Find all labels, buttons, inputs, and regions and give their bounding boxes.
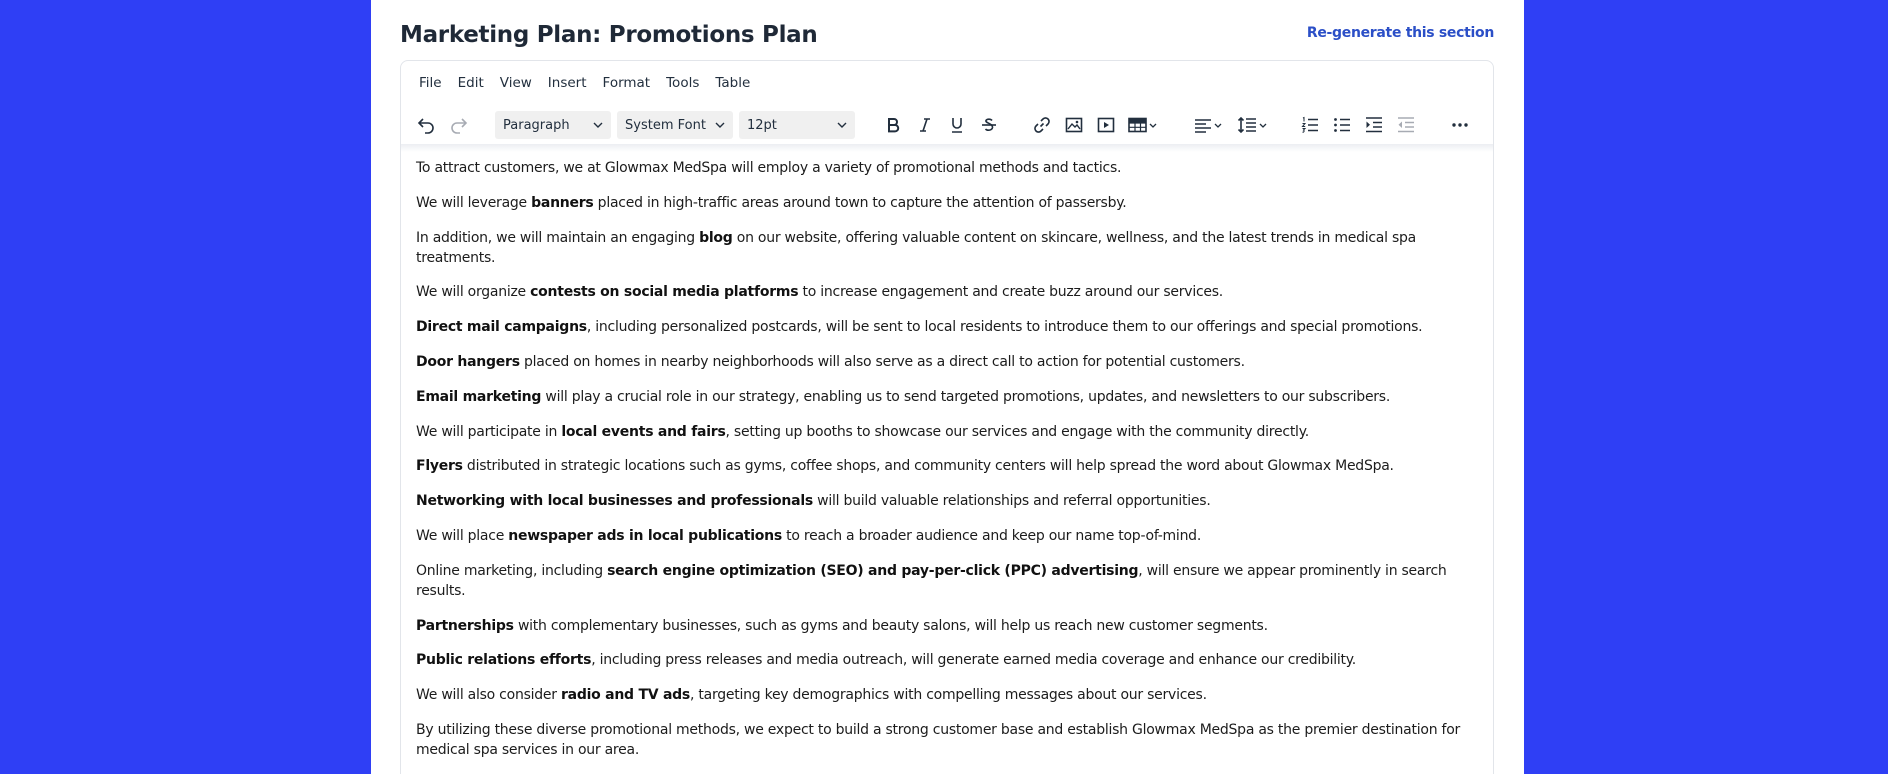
insert-table-button[interactable] xyxy=(1125,105,1161,145)
bold-text: radio and TV ads xyxy=(560,687,691,704)
chevron-down-icon xyxy=(593,122,603,128)
paragraph-text: , setting up booths to showcase our services and engage with the community directly. xyxy=(725,423,1309,440)
paragraph-text: placed on homes in nearby neighborhoods will also serve as a direct call to action for potential customers. xyxy=(519,353,1245,370)
menu-edit[interactable]: Edit xyxy=(457,75,484,91)
editor-menubar xyxy=(401,61,1493,105)
content-paragraph xyxy=(416,685,1481,705)
content-paragraph xyxy=(416,456,1481,476)
more-icon xyxy=(1451,116,1469,134)
italic-button[interactable] xyxy=(912,105,938,145)
link-icon xyxy=(1033,116,1051,134)
editor-toolbar xyxy=(401,105,1493,145)
menu-tools[interactable]: Tools xyxy=(666,75,700,91)
paragraph-text: will build valuable relationships and referral opportunities. xyxy=(812,493,1211,510)
italic-icon xyxy=(918,117,932,133)
paragraph-text: Online marketing, including xyxy=(416,562,608,579)
content-paragraph xyxy=(416,526,1481,546)
menu-table[interactable]: Table xyxy=(715,75,751,91)
chevron-down-icon xyxy=(837,122,847,128)
menu-format[interactable]: Format xyxy=(602,75,651,91)
content-paragraph xyxy=(416,228,1481,268)
more-button[interactable] xyxy=(1447,105,1473,145)
content-paragraph xyxy=(416,650,1481,670)
underline-icon xyxy=(950,117,964,133)
content-paragraph xyxy=(416,720,1481,760)
line-height-button[interactable] xyxy=(1234,105,1272,145)
bold-text: blog xyxy=(699,229,733,246)
content-paragraph xyxy=(416,616,1481,636)
bold-text: banners xyxy=(531,194,594,211)
content-paragraph xyxy=(416,158,1481,178)
paragraph-text: placed in high-traffic areas around town to capture the attention of passersby. xyxy=(593,194,1127,211)
content-paragraph xyxy=(416,282,1481,302)
font-size-select[interactable] xyxy=(739,111,855,139)
bold-text: Networking with local businesses and professionals xyxy=(416,493,813,510)
bold-text: Email marketing xyxy=(416,388,542,405)
paragraph-text: , targeting key demographics with compelling messages about our services. xyxy=(690,687,1207,704)
paragraph-text: will play a crucial role in our strategy, enabling us to send targeted promotions, updates, and newsletters to our subscribers. xyxy=(541,388,1391,405)
paragraph-text: To attract customers, we at Glowmax MedSpa will employ a variety of promotional methods and tactics. xyxy=(416,160,1122,176)
paragraph-text: , including press releases and media outreach, will generate earned media coverage and enhance our credibility. xyxy=(591,652,1357,669)
paragraph-text: to reach a broader audience and keep our name top-of-mind. xyxy=(781,527,1202,544)
menu-view[interactable]: View xyxy=(499,75,532,91)
bold-text: Flyers xyxy=(416,458,463,475)
content-paragraph xyxy=(416,561,1481,601)
redo-icon xyxy=(450,116,468,134)
bold-text: Public relations efforts xyxy=(416,652,592,669)
page-title: Marketing Plan: Promotions Plan xyxy=(400,22,818,48)
paragraph-text: with complementary businesses, such as gyms and beauty salons, will help us reach new customer segments. xyxy=(513,617,1268,634)
paragraph-text: on our website, offering valuable content on skincare, wellness, and the latest trends in medical spa treatments. xyxy=(416,229,1416,266)
redo-button[interactable] xyxy=(446,105,472,145)
numbered-list-icon xyxy=(1301,116,1319,134)
paragraph-text: We will leverage xyxy=(416,194,532,211)
editor-content[interactable] xyxy=(416,158,1481,774)
main-panel xyxy=(371,0,1524,774)
strikethrough-button[interactable] xyxy=(976,105,1002,145)
content-paragraph xyxy=(416,422,1481,442)
bold-text: newspaper ads in local publications xyxy=(508,527,782,544)
block-format-value: Paragraph xyxy=(503,117,570,133)
chevron-down-icon xyxy=(715,122,725,128)
toolbar-divider xyxy=(401,144,1493,152)
bullet-list-button[interactable] xyxy=(1329,105,1355,145)
menu-file[interactable]: File xyxy=(419,75,442,91)
bold-text: Direct mail campaigns xyxy=(416,319,587,336)
rich-text-editor xyxy=(400,60,1494,774)
align-left-icon xyxy=(1194,116,1224,134)
insert-media-button[interactable] xyxy=(1093,105,1119,145)
bold-text: search engine optimization (SEO) and pay-per-click (PPC) advertising xyxy=(607,562,1139,579)
paragraph-text: In addition, we will maintain an engaging xyxy=(416,229,700,246)
line-height-icon xyxy=(1237,116,1269,134)
paragraph-text: distributed in strategic locations such as gyms, coffee shops, and community centers will help spread the word about Glowmax MedSpa. xyxy=(462,458,1394,475)
paragraph-text: , will ensure we appear prominently in search results. xyxy=(416,562,1447,599)
regenerate-section-link[interactable]: Re-generate this section xyxy=(1306,25,1494,41)
bold-text: Partnerships xyxy=(416,617,514,634)
strikethrough-icon xyxy=(981,117,997,133)
content-paragraph xyxy=(416,387,1481,407)
underline-button[interactable] xyxy=(944,105,970,145)
paragraph-text: , including personalized postcards, will be sent to local residents to introduce them to our offerings and special promotions. xyxy=(586,319,1423,336)
insert-image-button[interactable] xyxy=(1061,105,1087,145)
menu-insert[interactable]: Insert xyxy=(547,75,587,91)
paragraph-text: We will place xyxy=(416,527,509,544)
align-button[interactable] xyxy=(1191,105,1227,145)
indent-button[interactable] xyxy=(1361,105,1387,145)
bold-text: contests on social media platforms xyxy=(530,284,799,301)
block-format-select[interactable] xyxy=(495,111,611,139)
bold-button[interactable] xyxy=(880,105,906,145)
image-icon xyxy=(1065,116,1083,134)
font-family-select[interactable] xyxy=(617,111,733,139)
paragraph-text: to increase engagement and create buzz around our services. xyxy=(798,284,1224,301)
paragraph-text: By utilizing these diverse promotional methods, we expect to build a strong customer base and establish Glowmax MedSpa as the premier destination for medical spa services in our area. xyxy=(416,721,1461,758)
bold-icon xyxy=(886,117,900,133)
content-paragraph xyxy=(416,317,1481,337)
undo-button[interactable] xyxy=(413,105,439,145)
content-paragraph xyxy=(416,193,1481,213)
outdent-button[interactable] xyxy=(1393,105,1419,145)
paragraph-text: We will participate in xyxy=(416,423,562,440)
media-icon xyxy=(1097,116,1115,134)
content-paragraph xyxy=(416,491,1481,511)
bold-text: Door hangers xyxy=(416,353,520,370)
content-paragraph xyxy=(416,352,1481,372)
paragraph-text: We will organize xyxy=(416,284,531,301)
bold-text: local events and fairs xyxy=(561,423,726,440)
font-size-value: 12pt xyxy=(747,117,777,133)
numbered-list-button[interactable] xyxy=(1297,105,1323,145)
bullet-list-icon xyxy=(1333,116,1351,134)
insert-link-button[interactable] xyxy=(1029,105,1055,145)
paragraph-text: We will also consider xyxy=(416,687,561,704)
font-family-value: System Font xyxy=(625,117,706,133)
table-icon xyxy=(1128,116,1158,134)
indent-icon xyxy=(1365,116,1383,134)
undo-icon xyxy=(417,116,435,134)
outdent-icon xyxy=(1397,116,1415,134)
